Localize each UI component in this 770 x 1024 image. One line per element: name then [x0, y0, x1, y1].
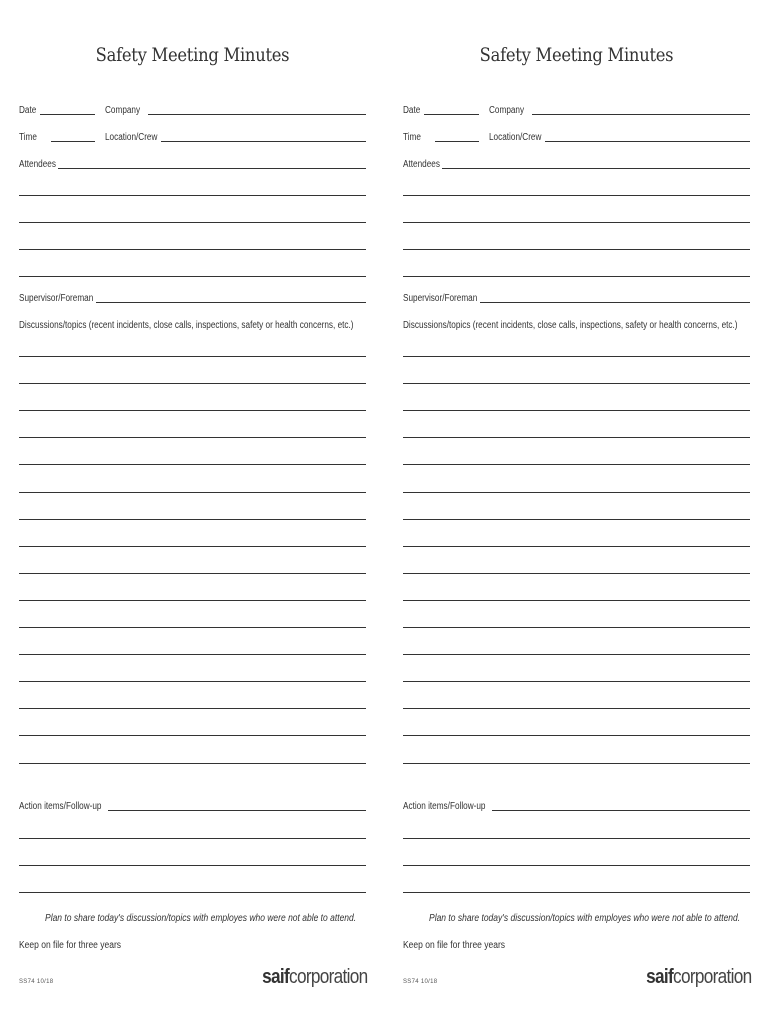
retention-note: Keep on file for three years	[19, 940, 122, 951]
discussion-line[interactable]	[403, 627, 750, 628]
action-items-field[interactable]	[108, 810, 366, 811]
attendees-row	[19, 156, 366, 170]
action-items-row	[19, 798, 366, 812]
company-label: Company	[105, 105, 141, 116]
share-note: Plan to share today's discussion/topics with employes who were not able to attend.	[429, 913, 741, 924]
discussion-line[interactable]	[403, 464, 750, 465]
attendees-line[interactable]	[19, 222, 366, 223]
form-right	[403, 0, 750, 1024]
time-label: Time	[403, 132, 421, 143]
supervisor-field[interactable]	[96, 302, 366, 303]
action-items-line[interactable]	[403, 865, 750, 866]
attendees-line[interactable]	[19, 249, 366, 250]
attendees-line[interactable]	[403, 249, 750, 250]
date-field[interactable]	[40, 114, 95, 115]
discussions-label: Discussions/topics (recent incidents, close calls, inspections, safety or health concerns, etc.)	[19, 320, 354, 331]
date-label: Date	[19, 105, 37, 116]
attendees-row	[403, 156, 750, 170]
logo-bold: saif	[646, 966, 674, 988]
discussion-line[interactable]	[19, 546, 366, 547]
discussion-line[interactable]	[19, 573, 366, 574]
discussions-row	[403, 317, 750, 331]
action-items-row	[403, 798, 750, 812]
retention-note: Keep on file for three years	[403, 940, 506, 951]
time-field[interactable]	[435, 141, 479, 142]
action-items-line[interactable]	[19, 838, 366, 839]
discussion-line[interactable]	[403, 492, 750, 493]
discussion-line[interactable]	[19, 600, 366, 601]
date-field[interactable]	[424, 114, 479, 115]
discussion-line[interactable]	[19, 708, 366, 709]
action-items-line[interactable]	[19, 892, 366, 893]
discussion-line[interactable]	[403, 410, 750, 411]
discussion-line[interactable]	[403, 437, 750, 438]
discussion-line[interactable]	[403, 708, 750, 709]
discussion-line[interactable]	[19, 492, 366, 493]
discussion-line[interactable]	[19, 735, 366, 736]
form-code: SS74 10/18	[403, 979, 438, 985]
discussion-line[interactable]	[19, 763, 366, 764]
time-label: Time	[19, 132, 37, 143]
company-field[interactable]	[532, 114, 750, 115]
discussion-line[interactable]	[403, 356, 750, 357]
date-company-row	[403, 102, 750, 116]
attendees-label: Attendees	[19, 159, 56, 170]
form-title: Safety Meeting Minutes	[479, 44, 674, 66]
saif-logo	[647, 966, 752, 989]
supervisor-row	[19, 290, 366, 304]
discussion-line[interactable]	[19, 681, 366, 682]
attendees-line[interactable]	[403, 276, 750, 277]
company-field[interactable]	[148, 114, 366, 115]
discussion-line[interactable]	[403, 546, 750, 547]
logo-regular: corporation	[673, 966, 752, 988]
attendees-field[interactable]	[58, 168, 366, 169]
attendees-field[interactable]	[442, 168, 750, 169]
attendees-line[interactable]	[403, 195, 750, 196]
discussion-line[interactable]	[19, 519, 366, 520]
attendees-label: Attendees	[403, 159, 440, 170]
location-crew-field[interactable]	[161, 141, 366, 142]
location-crew-label: Location/Crew	[489, 132, 542, 143]
discussion-line[interactable]	[19, 464, 366, 465]
discussion-line[interactable]	[403, 735, 750, 736]
logo-bold: saif	[262, 966, 290, 988]
time-location-row	[19, 129, 366, 143]
discussion-line[interactable]	[403, 519, 750, 520]
discussion-line[interactable]	[19, 437, 366, 438]
discussion-line[interactable]	[403, 383, 750, 384]
discussion-line[interactable]	[19, 356, 366, 357]
supervisor-label: Supervisor/Foreman	[19, 293, 94, 304]
share-note: Plan to share today's discussion/topics with employes who were not able to attend.	[45, 913, 357, 924]
action-items-label: Action items/Follow-up	[19, 801, 102, 812]
attendees-line[interactable]	[19, 276, 366, 277]
discussion-line[interactable]	[19, 410, 366, 411]
discussion-line[interactable]	[403, 600, 750, 601]
attendees-line[interactable]	[403, 222, 750, 223]
discussion-line[interactable]	[403, 654, 750, 655]
saif-logo	[263, 966, 368, 989]
company-label: Company	[489, 105, 525, 116]
supervisor-field[interactable]	[480, 302, 750, 303]
discussion-line[interactable]	[403, 763, 750, 764]
attendees-line[interactable]	[19, 195, 366, 196]
date-label: Date	[403, 105, 421, 116]
discussion-line[interactable]	[19, 627, 366, 628]
discussion-line[interactable]	[19, 383, 366, 384]
action-items-field[interactable]	[492, 810, 750, 811]
action-items-line[interactable]	[403, 838, 750, 839]
action-items-line[interactable]	[19, 865, 366, 866]
form-code: SS74 10/18	[19, 979, 54, 985]
discussions-row	[19, 317, 366, 331]
discussions-label: Discussions/topics (recent incidents, close calls, inspections, safety or health concerns, etc.)	[403, 320, 738, 331]
location-crew-label: Location/Crew	[105, 132, 158, 143]
form-left	[19, 0, 366, 1024]
time-field[interactable]	[51, 141, 95, 142]
supervisor-row	[403, 290, 750, 304]
form-title: Safety Meeting Minutes	[95, 44, 290, 66]
supervisor-label: Supervisor/Foreman	[403, 293, 478, 304]
discussion-line[interactable]	[403, 681, 750, 682]
action-items-label: Action items/Follow-up	[403, 801, 486, 812]
date-company-row	[19, 102, 366, 116]
location-crew-field[interactable]	[545, 141, 750, 142]
discussion-line[interactable]	[403, 573, 750, 574]
action-items-line[interactable]	[403, 892, 750, 893]
logo-regular: corporation	[289, 966, 368, 988]
time-location-row	[403, 129, 750, 143]
discussion-line[interactable]	[19, 654, 366, 655]
